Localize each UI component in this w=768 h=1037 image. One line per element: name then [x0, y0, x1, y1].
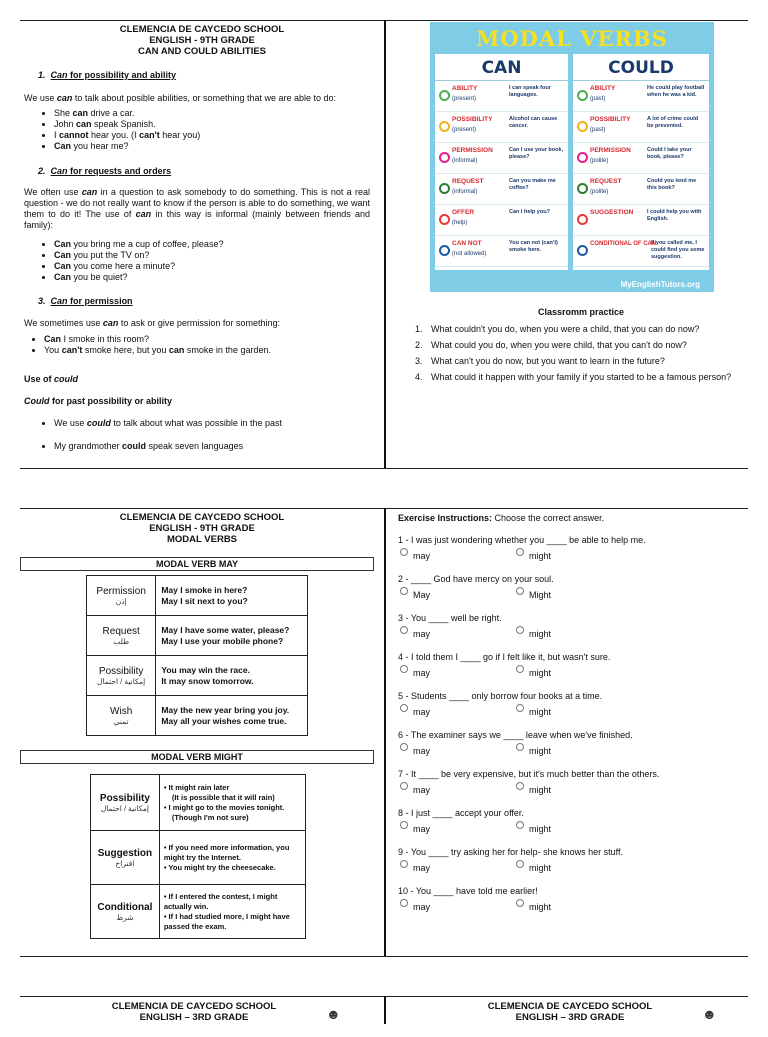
usage-cell: Suggestion اقتراح — [91, 831, 160, 885]
row-example: Alcohol can cause cancer. — [509, 116, 558, 129]
could-column — [573, 54, 709, 270]
infographic-row — [573, 236, 709, 267]
might-heading: MODAL VERB MIGHT — [20, 750, 374, 764]
option-label: may — [413, 902, 431, 912]
row-label: CONDITIONAL OF CAN — [590, 241, 657, 247]
grade: ENGLISH - 9TH GRADE — [149, 35, 255, 46]
usage-cell: Possibility إمكانية / احتمال — [87, 656, 156, 696]
option-label: May — [413, 590, 431, 600]
section-can-permission: 3. Can for permission — [38, 296, 133, 306]
bullet-icon — [577, 121, 588, 132]
infographic-row — [573, 174, 709, 205]
option-a[interactable] — [400, 902, 430, 912]
example-cell — [156, 576, 308, 616]
example-cell — [159, 831, 305, 885]
radio-button[interactable] — [516, 821, 524, 829]
list-permission — [14, 334, 271, 356]
arabic-translation: إمكانية / احتمال — [100, 803, 150, 813]
bullet-icon — [439, 183, 450, 194]
usage-cell: Request طلب — [87, 616, 156, 656]
radio-button[interactable] — [400, 782, 408, 790]
example-cell — [156, 616, 308, 656]
usage-cell: Possibility إمكانية / احتمال — [91, 775, 160, 831]
radio-button[interactable] — [400, 821, 408, 829]
option-label: might — [529, 668, 552, 678]
infographic-row — [435, 174, 568, 205]
radio-button[interactable] — [400, 665, 408, 673]
list-item: • She can drive a car. — [54, 108, 200, 119]
row-sub: (present) — [452, 96, 477, 102]
infographic-title: MODAL VERBS — [476, 26, 668, 51]
option-label: might — [529, 902, 552, 912]
infographic-row — [435, 236, 568, 267]
row-sub: (polite) — [590, 158, 609, 164]
radio-button[interactable] — [516, 665, 524, 673]
row-label: POSSIBILITY — [452, 116, 493, 123]
option-a[interactable] — [400, 785, 430, 795]
row-sub: (help) — [452, 220, 468, 226]
list-item: • My grandmother could speak seven languages — [54, 441, 282, 452]
bullet-icon — [577, 245, 588, 256]
row-example: Could I take your book, please? — [647, 147, 692, 160]
option-label: might — [529, 629, 552, 639]
row-label: PERMISSION — [590, 147, 631, 154]
list-item: • We use could to talk about what was possible in the past — [54, 418, 282, 429]
row-label: CAN NOT — [452, 240, 482, 247]
table-row — [91, 775, 306, 831]
question: 4 - I told them I ____ go if I felt like it, but wasn't sure. — [398, 652, 611, 662]
row-example: You can not (can't) smoke here. — [509, 240, 558, 253]
infographic-row — [573, 205, 709, 236]
option-label: may — [413, 629, 431, 639]
practice-item: 2. What could you do, when you were child, that you can't do now? — [425, 337, 755, 353]
usage-cell: Permission إذن — [87, 576, 156, 616]
example-line: May the new year bring you joy. — [161, 704, 290, 715]
radio-button[interactable] — [400, 899, 408, 907]
question: 1 - I was just wondering whether you ____ be able to help me. — [398, 535, 646, 545]
example-line: (It is possible that it will rain) — [171, 792, 275, 802]
radio-button[interactable] — [516, 548, 524, 556]
radio-button[interactable] — [400, 626, 408, 634]
example-line: You may win the race. — [161, 664, 250, 675]
row-sub: (informal) — [452, 189, 478, 195]
example-cell — [156, 696, 308, 736]
row-sub: (polite) — [590, 189, 609, 195]
row-label: POSSIBILITY — [590, 116, 631, 123]
practice-item: 3. What can't you do now, but you want to learn in the future? — [425, 353, 755, 369]
row-sub: (not allowed) — [452, 251, 487, 257]
grade: ENGLISH - 9TH GRADE — [149, 523, 255, 534]
example-line: • If I entered the contest, I might actually win. — [163, 891, 278, 911]
option-a[interactable] — [400, 746, 430, 756]
row-sub: (past) — [590, 96, 606, 102]
bullet-icon — [439, 152, 450, 163]
row-example: I can speak four languages. — [509, 85, 551, 98]
radio-button[interactable] — [400, 860, 408, 868]
practice-item: 1. What couldn't you do, when you were a child, that you can do now? — [425, 321, 755, 337]
radio-button[interactable] — [516, 587, 524, 595]
might-table — [90, 774, 306, 939]
infographic-row — [435, 205, 568, 236]
option-label: may — [413, 824, 431, 834]
page-3-left-header: CLEMENCIA DE CAYCEDO SCHOOL ENGLISH – 3RD GRADE — [111, 1001, 277, 1023]
infographic-row — [435, 112, 568, 143]
option-b[interactable] — [516, 551, 551, 561]
usage-cell: Wish تمني — [87, 696, 156, 736]
row-label: ABILITY — [452, 85, 478, 92]
row-example: Can I use your book, please? — [509, 147, 564, 160]
option-label: may — [413, 746, 431, 756]
usage-cell: Conditional شرط — [91, 885, 160, 939]
option-b[interactable] — [516, 863, 551, 873]
row-label: REQUEST — [590, 178, 622, 185]
option-label: might — [529, 863, 552, 873]
example-cell — [156, 656, 308, 696]
question: 7 - It ____ be very expensive, but it's much better than the others. — [398, 769, 660, 779]
infographic-footer: MyEnglishTutors.org — [620, 280, 700, 289]
row-sub: (informal) — [452, 158, 478, 164]
example-line: May I sit next to you? — [161, 595, 248, 606]
option-a[interactable] — [400, 629, 430, 639]
row-label: OFFER — [452, 209, 475, 216]
bullet-icon — [577, 214, 588, 225]
option-b[interactable] — [516, 590, 551, 600]
infographic-row — [573, 112, 709, 143]
school-name: CLEMENCIA DE CAYCEDO SCHOOL — [119, 512, 285, 523]
option-b[interactable] — [516, 902, 551, 912]
page-3-right-header: CLEMENCIA DE CAYCEDO SCHOOL ENGLISH – 3RD GRADE — [487, 1001, 653, 1023]
example-cell — [159, 775, 305, 831]
list-item: • You can't smoke here, but you can smoke in the garden. — [44, 345, 271, 356]
list-item: • Can you bring me a cup of coffee, please? — [54, 239, 223, 250]
option-a[interactable] — [400, 824, 430, 834]
row-label: ABILITY — [590, 85, 616, 92]
row-example: I could help you with English. — [647, 209, 702, 222]
practice-title: Classromm practice — [538, 307, 625, 317]
section-can-requests: 2. Can for requests and orders — [38, 166, 172, 176]
could-column-title: COULD — [573, 54, 709, 81]
table-row — [87, 576, 308, 616]
radio-button[interactable] — [400, 704, 408, 712]
example-line: • I might go to the movies tonight. — [163, 802, 285, 812]
infographic-row — [573, 81, 709, 112]
option-b[interactable] — [516, 668, 551, 678]
para-requests: We often use can in a question to ask somebody to do something. This is not a real question - we do not really want to know if the person is able to do something, we want them to do it! The use of can in this way is informal (mainly between friends and family): — [24, 187, 371, 230]
infographic-row — [435, 143, 568, 174]
page-1-header — [24, 24, 380, 57]
page-1-divider — [384, 20, 386, 468]
row-example: If you called me, I could find you some suggestion. — [651, 240, 705, 260]
bullet-icon — [439, 245, 450, 256]
question: 10 - You ____ have told me earlier! — [398, 886, 538, 896]
option-a[interactable] — [400, 551, 430, 561]
school-name: CLEMENCIA DE CAYCEDO SCHOOL — [119, 24, 285, 35]
question: 5 - Students ____ only borrow four books at a time. — [398, 691, 603, 701]
bullet-icon — [439, 121, 450, 132]
option-a[interactable] — [400, 707, 430, 717]
table-row — [87, 696, 308, 736]
example-line: • If you need more information, you might try the Internet. — [163, 842, 290, 862]
list-ability — [24, 108, 200, 152]
could-past-heading: Could for past possibility or ability — [24, 396, 173, 406]
row-label: SUGGESTION — [590, 209, 634, 216]
radio-button[interactable] — [516, 860, 524, 868]
list-item: • Can you come here a minute? — [54, 261, 223, 272]
kid-icon: ☻ — [702, 1006, 717, 1022]
list-item: • I cannot hear you. (I can't hear you) — [54, 130, 200, 141]
bullet-icon — [577, 183, 588, 194]
list-item: • Can you be quiet? — [54, 272, 223, 283]
option-a[interactable] — [400, 668, 430, 678]
infographic-row — [435, 81, 568, 112]
row-example: Can you make me coffee? — [509, 178, 556, 191]
option-a[interactable] — [400, 863, 430, 873]
row-example: A lot of crime could be prevented. — [647, 116, 699, 129]
list-requests — [24, 239, 223, 283]
list-item: • John can speak Spanish. — [54, 119, 200, 130]
table-row — [87, 656, 308, 696]
arabic-translation: شرط — [116, 912, 134, 922]
list-item: • Can you put the TV on? — [54, 250, 223, 261]
question: 9 - You ____ try asking her for help- she knows her stuff. — [398, 847, 623, 857]
radio-button[interactable] — [400, 587, 408, 595]
para-permission: We sometimes use can to ask or give permission for something: — [24, 318, 280, 328]
option-label: Might — [529, 590, 552, 600]
row-example: He could play football when he was a kid. — [647, 85, 705, 98]
option-label: might — [529, 551, 552, 561]
table-row — [87, 616, 308, 656]
example-line: May I use your mobile phone? — [161, 635, 284, 646]
can-column — [435, 54, 568, 270]
arabic-translation: اقتراح — [115, 858, 135, 868]
arabic-translation: تمني — [113, 716, 129, 726]
bullet-icon — [577, 152, 588, 163]
modal-verbs-infographic — [430, 22, 714, 292]
infographic-row — [573, 143, 709, 174]
example-line: (Though I'm not sure) — [171, 812, 249, 822]
para-ability: We use can to talk about posible abilities, or something that we are able to do: — [24, 93, 337, 103]
bullet-icon — [577, 90, 588, 101]
option-b[interactable] — [516, 629, 551, 639]
option-label: may — [413, 551, 431, 561]
radio-button[interactable] — [516, 743, 524, 751]
option-b[interactable] — [516, 746, 551, 756]
list-item: • Can I smoke in this room? — [44, 334, 271, 345]
arabic-translation: إمكانية / احتمال — [97, 676, 146, 686]
use-of-could-heading: Use of could — [24, 374, 79, 384]
radio-button[interactable] — [400, 548, 408, 556]
option-a[interactable] — [400, 590, 430, 600]
arabic-translation: طلب — [113, 636, 130, 646]
radio-button[interactable] — [400, 743, 408, 751]
example-cell — [159, 885, 305, 939]
radio-button[interactable] — [516, 899, 524, 907]
option-label: may — [413, 707, 431, 717]
option-b[interactable] — [516, 785, 551, 795]
option-label: might — [529, 785, 552, 795]
bullet-icon — [439, 90, 450, 101]
question: 6 - The examiner says we ____ leave when we've finished. — [398, 730, 633, 740]
row-label: PERMISSION — [452, 147, 493, 154]
table-row — [91, 831, 306, 885]
option-label: may — [413, 785, 431, 795]
can-column-title: CAN — [435, 54, 568, 81]
row-example: Could you lend me this book? — [647, 178, 697, 191]
row-sub: (present) — [452, 127, 477, 133]
radio-button[interactable] — [516, 782, 524, 790]
example-line: • You might try the cheesecake. — [163, 862, 276, 872]
question: 3 - You ____ well be right. — [398, 613, 502, 623]
option-b[interactable] — [516, 707, 551, 717]
radio-button[interactable] — [516, 626, 524, 634]
practice-list — [405, 321, 755, 385]
question: 2 - ____ God have mercy on your soul. — [398, 574, 554, 584]
row-example: Can I help you? — [509, 209, 550, 215]
option-label: may — [413, 668, 431, 678]
section-can-ability: 1. Can for possibility and ability — [38, 70, 177, 80]
list-could — [24, 418, 282, 452]
radio-button[interactable] — [516, 704, 524, 712]
table-row — [91, 885, 306, 939]
question: 8 - I just ____ accept your offer. — [398, 808, 524, 818]
option-label: might — [529, 707, 552, 717]
exercise-instructions: Exercise Instructions: Choose the correct answer. — [398, 513, 605, 523]
list-item: • Can you hear me? — [54, 141, 200, 152]
example-line: May all your wishes come true. — [161, 715, 287, 726]
may-heading: MODAL VERB MAY — [20, 557, 374, 571]
example-line: • It might rain later — [163, 782, 230, 792]
option-b[interactable] — [516, 824, 551, 834]
row-sub: (past) — [590, 127, 606, 133]
arabic-translation: إذن — [115, 596, 127, 606]
page-3-divider — [384, 996, 386, 1024]
page-2-header — [24, 512, 380, 545]
example-line: May I smoke in here? — [161, 584, 248, 595]
topic: MODAL VERBS — [166, 534, 238, 545]
may-table — [86, 575, 308, 736]
practice-item: 4. What could it happen with your family if you started to be a famous person? — [425, 369, 755, 385]
row-label: REQUEST — [452, 178, 484, 185]
option-label: might — [529, 824, 552, 834]
kid-icon: ☻ — [326, 1006, 341, 1022]
example-line: May I have some water, please? — [161, 624, 290, 635]
example-line: It may snow tomorrow. — [161, 675, 254, 686]
page-2-divider — [384, 508, 386, 956]
option-label: may — [413, 863, 431, 873]
topic: CAN AND COULD ABILITIES — [137, 46, 267, 57]
option-label: might — [529, 746, 552, 756]
example-line: • If I had studied more, I might have passed the exam. — [163, 911, 290, 931]
bullet-icon — [439, 214, 450, 225]
